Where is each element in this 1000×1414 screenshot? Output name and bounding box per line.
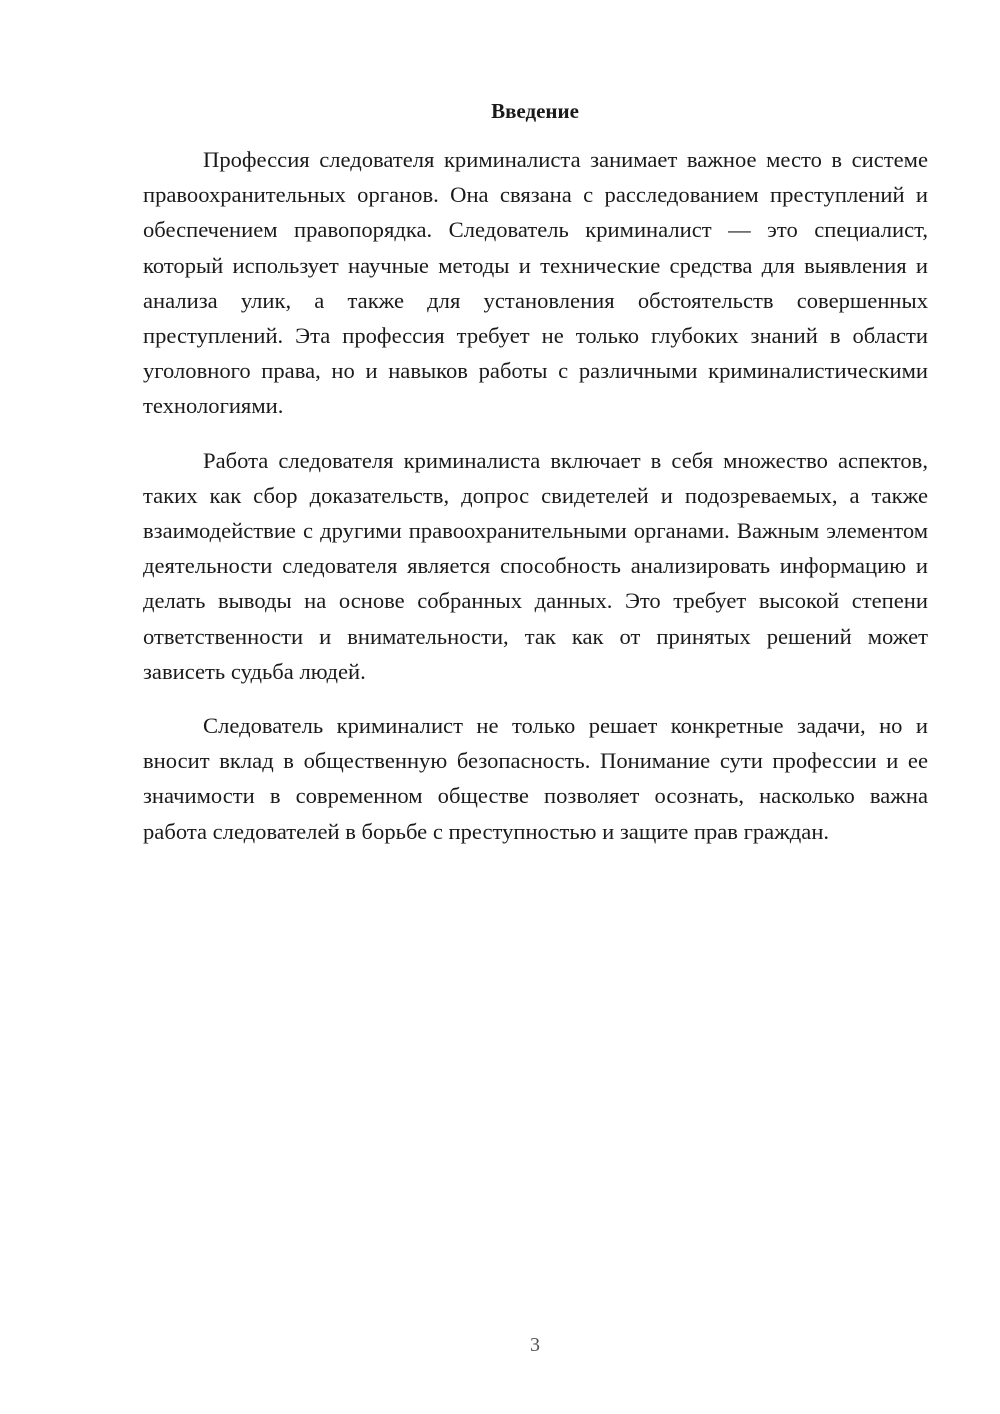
document-body	[143, 142, 928, 868]
paragraph-2: Работа следователя криминалиста включает в себя множество аспектов, таких как сбор доказательств, допрос свидетелей и подозреваемых, а также взаимодействие с другими правоохранительными органами. Важным элементом деятельности следователя является способность анализировать информацию и делать выводы на основе собранных данных. Это требует высокой степени ответственности и внимательности, так как от принятых решений может зависеть судьба людей.	[143, 447, 928, 684]
paragraph-1: Профессия следователя криминалиста занимает важное место в системе правоохранительных органов. Она связана с расследованием преступлений и обеспечением правопорядка. Следователь криминалист — это специалист, который использует научные методы и технические средства для выявления и анализа улик, а также для установления обстоятельств совершенных преступлений. Эта профессия требует не только глубоких знаний в области уголовного права, но и навыков работы с различными криминалистическими технологиями.	[143, 147, 928, 419]
page-number: 3	[530, 1334, 540, 1356]
paragraph-3: Следователь криминалист не только решает конкретные задачи, но и вносит вклад в общественную безопасность. Понимание сути профессии и ее значимости в современном обществе позволяет осознать, насколько важна работа следователей в борьбе с преступностью и защите прав граждан.	[143, 713, 928, 844]
section-heading: Введение	[491, 99, 579, 123]
